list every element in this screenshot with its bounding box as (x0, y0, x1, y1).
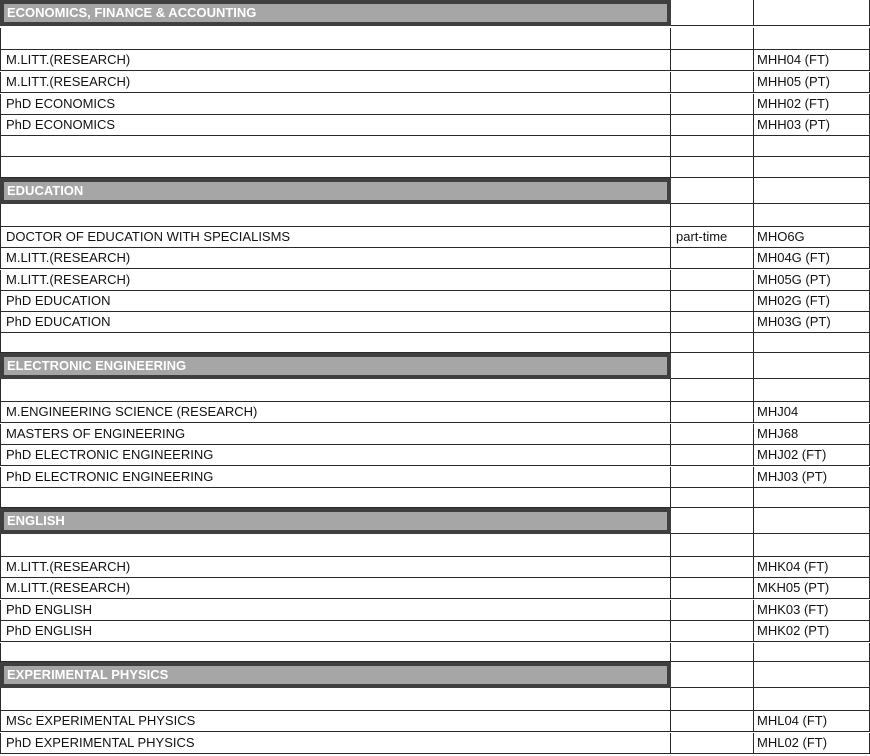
empty-cell[interactable] (754, 353, 870, 379)
program-cell-text: DOCTOR OF EDUCATION WITH SPECIALISMS (6, 229, 291, 244)
mode-cell[interactable] (671, 248, 754, 269)
empty-cell[interactable] (0, 688, 671, 711)
course-code-cell[interactable] (754, 291, 870, 312)
program-cell-text: PhD EDUCATION (6, 293, 111, 308)
empty-cell[interactable] (671, 508, 754, 534)
section-title-cell-text: ENGLISH (7, 513, 65, 528)
course-code-cell[interactable] (754, 557, 870, 578)
course-code-cell-text: MHK03 (FT) (757, 602, 829, 617)
program-cell[interactable] (0, 445, 671, 466)
section-header (0, 353, 870, 379)
course-code-cell-text: MKH05 (PT) (757, 580, 830, 595)
course-code-cell[interactable] (754, 248, 870, 269)
blank-row (0, 688, 870, 711)
section-title-cell[interactable] (0, 508, 671, 534)
empty-cell[interactable] (0, 28, 671, 50)
course-code-cell-text: MHK02 (PT) (757, 623, 830, 638)
program-cell-text: M.LITT.(RESEARCH) (6, 272, 131, 287)
program-cell[interactable] (0, 402, 671, 423)
empty-cell[interactable] (754, 0, 870, 26)
blank-row (0, 643, 870, 662)
course-code-cell[interactable] (754, 50, 870, 71)
empty-cell[interactable] (754, 28, 870, 50)
table-row (0, 248, 870, 269)
empty-cell[interactable] (0, 204, 671, 227)
program-cell[interactable] (0, 291, 671, 312)
program-cell[interactable] (0, 578, 671, 599)
table-row (0, 402, 870, 423)
table-row (0, 115, 870, 136)
course-code-cell-text: MH04G (FT) (757, 250, 830, 265)
section-header (0, 662, 870, 688)
table-row (0, 50, 870, 71)
course-code-cell[interactable] (754, 600, 870, 621)
empty-cell[interactable] (754, 534, 870, 557)
course-code-cell-text: MHJ68 (757, 426, 799, 441)
course-code-cell[interactable] (754, 711, 870, 732)
empty-cell[interactable] (0, 333, 671, 353)
table-row (0, 424, 870, 445)
program-cell[interactable] (0, 248, 671, 269)
mode-cell[interactable] (671, 445, 754, 466)
program-cell-text: PhD ENGLISH (6, 623, 92, 638)
mode-cell[interactable] (671, 227, 754, 248)
empty-cell[interactable] (671, 488, 754, 508)
mode-cell[interactable] (671, 115, 754, 136)
empty-cell[interactable] (671, 136, 754, 157)
course-code-cell-text: MHJ03 (PT) (757, 469, 828, 484)
course-code-cell[interactable] (754, 578, 870, 599)
course-code-cell[interactable] (754, 312, 870, 333)
course-code-cell-text: MHH03 (PT) (757, 117, 830, 132)
empty-cell[interactable] (671, 662, 754, 688)
section-title-cell[interactable] (0, 662, 671, 688)
program-cell[interactable] (0, 733, 671, 754)
mode-cell[interactable] (671, 72, 754, 93)
program-cell[interactable] (0, 94, 671, 115)
program-cell-text: M.LITT.(RESEARCH) (6, 74, 131, 89)
table-row (0, 445, 870, 466)
program-cell-text: PhD ELECTRONIC ENGINEERING (6, 447, 214, 462)
course-code-cell[interactable] (754, 733, 870, 754)
course-code-cell-text: MHH04 (FT) (757, 52, 830, 67)
course-code-cell-text: MHJ02 (FT) (757, 447, 827, 462)
empty-cell[interactable] (754, 643, 870, 662)
empty-cell[interactable] (671, 379, 754, 402)
empty-cell[interactable] (671, 204, 754, 227)
course-code-cell-text: MHL04 (FT) (757, 713, 828, 728)
mode-cell[interactable] (671, 402, 754, 423)
program-cell-text: M.LITT.(RESEARCH) (6, 580, 131, 595)
program-cell-text: PhD EDUCATION (6, 314, 111, 329)
course-code-cell[interactable] (754, 467, 870, 488)
course-code-cell[interactable] (754, 424, 870, 445)
mode-cell[interactable] (671, 467, 754, 488)
course-code-cell-text: MH05G (PT) (757, 272, 831, 287)
course-code-cell[interactable] (754, 227, 870, 248)
blank-row (0, 204, 870, 227)
table-row (0, 291, 870, 312)
mode-cell[interactable] (671, 424, 754, 445)
mode-cell[interactable] (671, 621, 754, 642)
empty-cell[interactable] (754, 157, 870, 178)
program-cell-text: PhD EXPERIMENTAL PHYSICS (6, 735, 195, 750)
mode-cell[interactable] (671, 312, 754, 333)
section-title-cell-text: ECONOMICS, FINANCE & ACCOUNTING (7, 5, 257, 20)
empty-cell[interactable] (754, 136, 870, 157)
table-row (0, 733, 870, 754)
blank-row (0, 379, 870, 402)
blank-row (0, 333, 870, 353)
program-cell[interactable] (0, 312, 671, 333)
mode-cell[interactable] (671, 711, 754, 732)
program-cell[interactable] (0, 424, 671, 445)
course-code-cell[interactable] (754, 115, 870, 136)
section-title-cell-text: EDUCATION (7, 183, 84, 198)
empty-cell[interactable] (754, 204, 870, 227)
table-row (0, 467, 870, 488)
program-cell[interactable] (0, 115, 671, 136)
mode-cell[interactable] (671, 733, 754, 754)
empty-cell[interactable] (754, 508, 870, 534)
empty-cell[interactable] (0, 488, 671, 508)
empty-cell[interactable] (671, 157, 754, 178)
empty-cell[interactable] (0, 643, 671, 662)
section-title-cell-text: ELECTRONIC ENGINEERING (7, 358, 187, 373)
table-row (0, 711, 870, 732)
empty-cell[interactable] (671, 643, 754, 662)
section-header (0, 508, 870, 534)
mode-cell[interactable] (671, 557, 754, 578)
course-code-cell[interactable] (754, 270, 870, 291)
mode-cell[interactable] (671, 94, 754, 115)
program-cell[interactable] (0, 467, 671, 488)
course-code-cell-text: MH03G (PT) (757, 314, 831, 329)
program-cell[interactable] (0, 270, 671, 291)
table-row (0, 270, 870, 291)
program-cell-text: M.LITT.(RESEARCH) (6, 52, 131, 67)
course-code-cell[interactable] (754, 621, 870, 642)
program-cell[interactable] (0, 72, 671, 93)
table-row (0, 557, 870, 578)
table-row (0, 621, 870, 642)
mode-cell[interactable] (671, 578, 754, 599)
program-cell-text: PhD ELECTRONIC ENGINEERING (6, 469, 214, 484)
section-header (0, 0, 870, 26)
program-cell[interactable] (0, 227, 671, 248)
program-cell-text: MASTERS OF ENGINEERING (6, 426, 186, 441)
course-code-cell[interactable] (754, 402, 870, 423)
course-code-cell-text: MH02G (FT) (757, 293, 830, 308)
empty-cell[interactable] (0, 379, 671, 402)
table-row (0, 227, 870, 248)
empty-cell[interactable] (671, 0, 754, 26)
course-code-cell-text: MHO6G (757, 229, 805, 244)
empty-cell[interactable] (754, 178, 870, 204)
blank-row (0, 157, 870, 178)
mode-cell[interactable] (671, 50, 754, 71)
table-row (0, 578, 870, 599)
mode-cell[interactable] (671, 270, 754, 291)
course-code-cell-text: MHJ04 (757, 404, 799, 419)
section-title-cell-text: EXPERIMENTAL PHYSICS (7, 667, 169, 682)
mode-cell[interactable] (671, 291, 754, 312)
program-cell-text: M.ENGINEERING SCIENCE (RESEARCH) (6, 404, 258, 419)
empty-cell[interactable] (671, 353, 754, 379)
empty-cell[interactable] (0, 136, 671, 157)
empty-cell[interactable] (671, 178, 754, 204)
empty-cell[interactable] (754, 488, 870, 508)
program-cell[interactable] (0, 711, 671, 732)
course-code-cell-text: MHH02 (FT) (757, 96, 830, 111)
course-code-cell[interactable] (754, 445, 870, 466)
program-cell-text: PhD ECONOMICS (6, 117, 116, 132)
section-title-cell[interactable] (0, 353, 671, 379)
course-code-cell-text: MHK04 (FT) (757, 559, 829, 574)
section-title-cell[interactable] (0, 0, 671, 26)
empty-cell[interactable] (671, 688, 754, 711)
section-header (0, 178, 870, 204)
table-row (0, 72, 870, 93)
table-row (0, 600, 870, 621)
table-row (0, 94, 870, 115)
program-cell[interactable] (0, 621, 671, 642)
table-row (0, 312, 870, 333)
mode-cell[interactable] (671, 600, 754, 621)
program-cell-text: M.LITT.(RESEARCH) (6, 250, 131, 265)
empty-cell[interactable] (754, 333, 870, 353)
empty-cell[interactable] (754, 662, 870, 688)
empty-cell[interactable] (671, 333, 754, 353)
program-cell[interactable] (0, 600, 671, 621)
blank-row (0, 534, 870, 557)
blank-row (0, 136, 870, 157)
program-cell-text: PhD ENGLISH (6, 602, 92, 617)
empty-cell[interactable] (671, 534, 754, 557)
empty-cell[interactable] (0, 534, 671, 557)
empty-cell[interactable] (671, 28, 754, 50)
course-code-cell-text: MHH05 (PT) (757, 74, 830, 89)
blank-row (0, 488, 870, 508)
empty-cell[interactable] (0, 157, 671, 178)
course-code-cell-text: MHL02 (FT) (757, 735, 828, 750)
course-code-cell[interactable] (754, 94, 870, 115)
program-cell-text: PhD ECONOMICS (6, 96, 116, 111)
program-cell-text: MSc EXPERIMENTAL PHYSICS (6, 713, 196, 728)
program-cell[interactable] (0, 557, 671, 578)
mode-cell-text: part-time (676, 229, 728, 244)
blank-row (0, 28, 870, 50)
empty-cell[interactable] (754, 688, 870, 711)
program-cell[interactable] (0, 50, 671, 71)
section-title-cell[interactable] (0, 178, 671, 204)
program-cell-text: M.LITT.(RESEARCH) (6, 559, 131, 574)
empty-cell[interactable] (754, 379, 870, 402)
course-code-cell[interactable] (754, 72, 870, 93)
